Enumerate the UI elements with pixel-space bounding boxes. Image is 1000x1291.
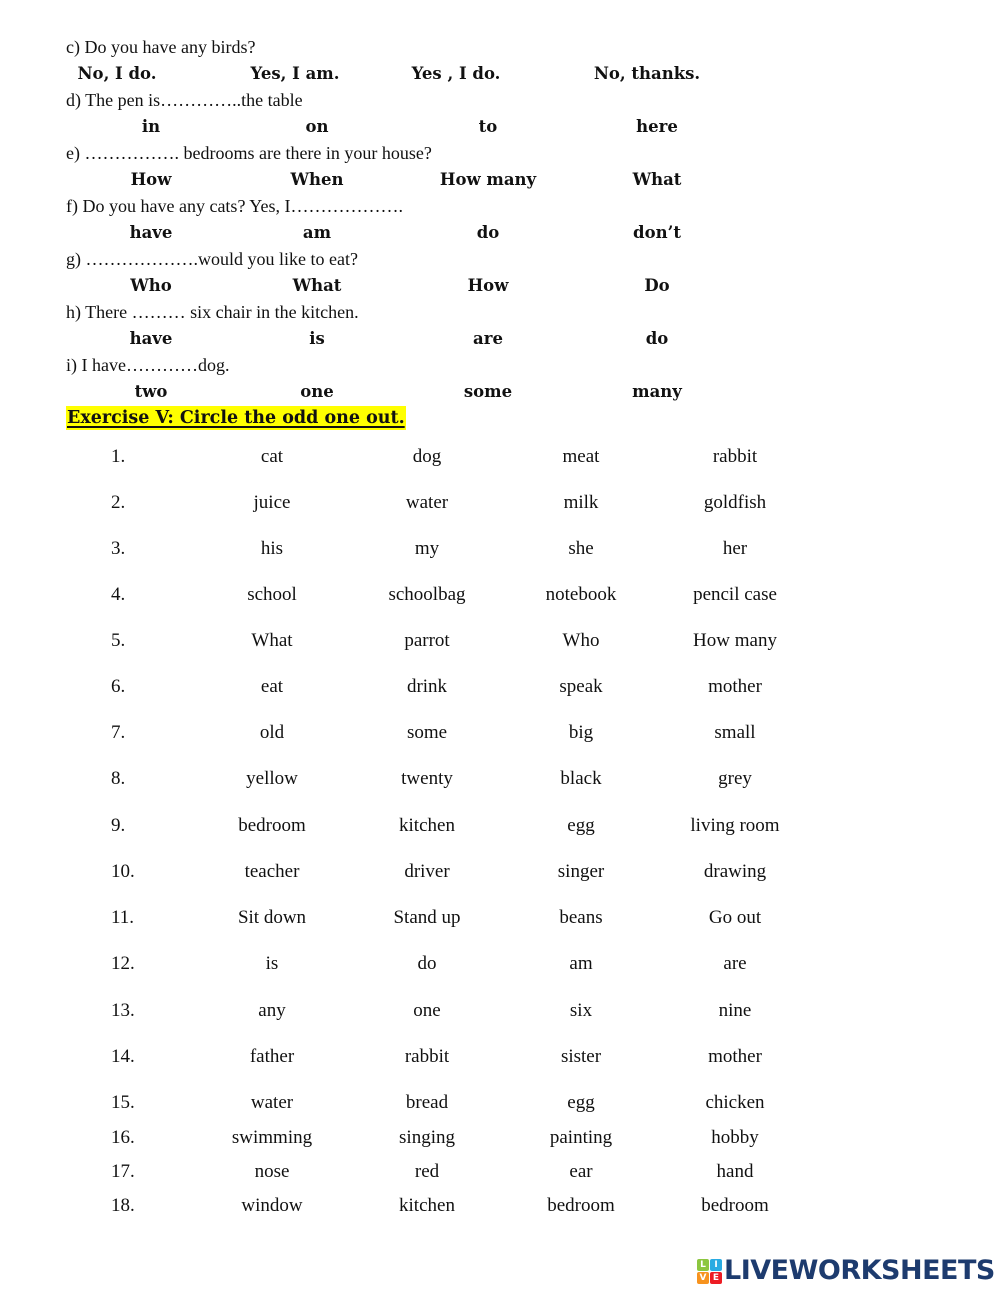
word-choice[interactable]: living room	[690, 815, 780, 836]
word-choice[interactable]: sister	[560, 1046, 602, 1067]
word-choice[interactable]: is	[265, 953, 279, 974]
option[interactable]: How	[467, 276, 509, 295]
word-choice[interactable]: small	[714, 722, 756, 743]
word-choice[interactable]: singer	[557, 861, 605, 882]
row-number: 18.	[111, 1195, 135, 1216]
word-choice[interactable]: do	[417, 953, 437, 974]
option[interactable]: in	[141, 117, 161, 136]
option[interactable]: Yes , I do.	[411, 64, 501, 83]
option[interactable]: No, I do.	[77, 64, 157, 83]
odd-one-out-row	[0, 492, 1000, 516]
row-number: 5.	[111, 630, 126, 651]
question-text: c) Do you have any birds?	[66, 37, 256, 57]
word-choice[interactable]: her	[722, 538, 748, 559]
word-choice[interactable]: driver	[404, 861, 450, 882]
word-choice[interactable]: am	[569, 953, 593, 974]
option-row	[0, 223, 1000, 247]
option[interactable]: What	[632, 170, 682, 189]
option[interactable]: one	[300, 382, 334, 401]
odd-one-out-row	[0, 1000, 1000, 1024]
word-choice[interactable]: she	[568, 538, 594, 559]
word-choice[interactable]: black	[560, 768, 602, 789]
word-choice[interactable]: water	[405, 492, 449, 513]
option[interactable]: How many	[439, 170, 537, 189]
option[interactable]: is	[309, 329, 325, 348]
row-number: 16.	[111, 1127, 135, 1148]
option[interactable]: Yes, I am.	[250, 64, 340, 83]
option[interactable]: some	[463, 382, 513, 401]
option[interactable]: here	[636, 117, 678, 136]
option[interactable]: are	[473, 329, 503, 348]
odd-one-out-row	[0, 861, 1000, 885]
word-choice[interactable]: mother	[708, 1046, 762, 1067]
word-choice[interactable]: speak	[559, 676, 603, 697]
row-number: 10.	[111, 861, 135, 882]
option[interactable]: many	[632, 382, 682, 401]
option[interactable]: am	[302, 223, 332, 242]
word-choice[interactable]: rabbit	[712, 446, 758, 467]
word-choice[interactable]: one	[413, 1000, 441, 1021]
option[interactable]: do	[476, 223, 500, 242]
option[interactable]: two	[134, 382, 168, 401]
word-choice[interactable]: juice	[253, 492, 291, 513]
word-choice[interactable]: six	[569, 1000, 593, 1021]
option[interactable]: do	[645, 329, 669, 348]
word-choice[interactable]: parrot	[404, 630, 450, 651]
word-choice[interactable]: rabbit	[404, 1046, 450, 1067]
option[interactable]: Do	[644, 276, 670, 295]
word-choice[interactable]: painting	[549, 1127, 613, 1148]
option-row	[0, 117, 1000, 141]
option-row	[0, 382, 1000, 406]
odd-one-out-row	[0, 1127, 1000, 1151]
word-choice[interactable]: egg	[567, 1092, 595, 1113]
word-choice[interactable]: nose	[254, 1161, 290, 1182]
option[interactable]: to	[478, 117, 498, 136]
option[interactable]: How	[130, 170, 172, 189]
option[interactable]: have	[129, 329, 173, 348]
word-choice[interactable]: eat	[260, 676, 284, 697]
row-number: 6.	[111, 676, 126, 697]
row-number: 13.	[111, 1000, 135, 1021]
odd-one-out-row	[0, 584, 1000, 608]
odd-one-out-row	[0, 1195, 1000, 1219]
word-choice[interactable]: meat	[562, 446, 600, 467]
word-choice[interactable]: goldfish	[703, 492, 767, 513]
row-number: 7.	[111, 722, 126, 743]
odd-one-out-row	[0, 722, 1000, 746]
odd-one-out-row	[0, 1046, 1000, 1070]
logo-tile: V	[697, 1272, 709, 1284]
option[interactable]: Who	[130, 276, 172, 295]
option[interactable]: have	[129, 223, 173, 242]
word-choice[interactable]: swimming	[231, 1127, 313, 1148]
option[interactable]: No, thanks.	[593, 64, 701, 83]
option[interactable]: don’t	[633, 223, 681, 242]
word-choice[interactable]: milk	[563, 492, 599, 513]
word-choice[interactable]: window	[241, 1195, 303, 1216]
option[interactable]: What	[292, 276, 342, 295]
odd-one-out-row	[0, 815, 1000, 839]
word-choice[interactable]: Go out	[708, 907, 762, 928]
word-choice[interactable]: bedroom	[547, 1195, 615, 1216]
word-choice[interactable]: bread	[405, 1092, 449, 1113]
question-text: d) The pen is…………..the table	[66, 90, 303, 110]
logo-text: LIVEWORKSHEETS	[724, 1255, 995, 1286]
word-choice[interactable]: bedroom	[701, 1195, 769, 1216]
word-choice[interactable]: any	[258, 1000, 286, 1021]
odd-one-out-row	[0, 768, 1000, 792]
row-number: 11.	[111, 907, 135, 928]
row-number: 1.	[111, 446, 126, 467]
word-choice[interactable]: beans	[559, 907, 603, 928]
liveworksheets-logo	[697, 1256, 995, 1286]
logo-tile: L	[697, 1259, 709, 1271]
option[interactable]: When	[290, 170, 344, 189]
odd-one-out-row	[0, 1161, 1000, 1185]
word-choice[interactable]: pencil case	[693, 584, 777, 605]
question-text: g) ……………….would you like to eat?	[66, 249, 358, 269]
word-choice[interactable]: hand	[716, 1161, 754, 1182]
word-choice[interactable]: Sit down	[237, 907, 307, 928]
word-choice[interactable]: big	[568, 722, 594, 743]
odd-one-out-row	[0, 538, 1000, 562]
word-choice[interactable]: grey	[718, 768, 752, 789]
word-choice[interactable]: teacher	[244, 861, 300, 882]
odd-one-out-row	[0, 953, 1000, 977]
word-choice[interactable]: Stand up	[393, 907, 461, 928]
word-choice[interactable]: mother	[708, 676, 762, 697]
option-row	[0, 276, 1000, 300]
word-choice[interactable]: dog	[412, 446, 442, 467]
word-choice[interactable]: water	[250, 1092, 294, 1113]
word-choice[interactable]: old	[259, 722, 285, 743]
word-choice[interactable]: ear	[569, 1161, 593, 1182]
word-choice[interactable]: Who	[562, 630, 600, 651]
question-text: h) There ……… six chair in the kitchen.	[66, 302, 359, 322]
row-number: 2.	[111, 492, 126, 513]
word-choice[interactable]: father	[249, 1046, 295, 1067]
exercise-heading: Exercise V: Circle the odd one out.	[67, 408, 405, 428]
word-choice[interactable]: singing	[399, 1127, 455, 1148]
word-choice[interactable]: cat	[260, 446, 284, 467]
word-choice[interactable]: are	[723, 953, 747, 974]
row-number: 9.	[111, 815, 126, 836]
odd-one-out-row	[0, 446, 1000, 470]
question-text: i) I have…………dog.	[66, 355, 230, 375]
question-text: e) ……………. bedrooms are there in your house?	[66, 143, 432, 163]
row-number: 3.	[111, 538, 126, 559]
word-choice[interactable]: twenty	[401, 768, 453, 789]
word-choice[interactable]: kitchen	[399, 815, 455, 836]
word-choice[interactable]: How many	[693, 630, 777, 651]
row-number: 14.	[111, 1046, 135, 1067]
word-choice[interactable]: my	[414, 538, 440, 559]
word-choice[interactable]: drink	[406, 676, 448, 697]
row-number: 15.	[111, 1092, 135, 1113]
row-number: 12.	[111, 953, 135, 974]
row-number: 17.	[111, 1161, 135, 1182]
word-choice[interactable]: bedroom	[238, 815, 306, 836]
word-choice[interactable]: kitchen	[399, 1195, 455, 1216]
word-choice[interactable]: yellow	[246, 768, 298, 789]
word-choice[interactable]: egg	[567, 815, 595, 836]
odd-one-out-row	[0, 630, 1000, 654]
word-choice[interactable]: nine	[718, 1000, 752, 1021]
word-choice[interactable]: his	[260, 538, 284, 559]
odd-one-out-row	[0, 907, 1000, 931]
option-row	[0, 170, 1000, 194]
word-choice[interactable]: hobby	[711, 1127, 759, 1148]
logo-tiles-icon	[697, 1259, 722, 1284]
word-choice[interactable]: drawing	[703, 861, 767, 882]
word-choice[interactable]: schoolbag	[388, 584, 466, 605]
word-choice[interactable]: What	[251, 630, 293, 651]
row-number: 4.	[111, 584, 126, 605]
option[interactable]: on	[305, 117, 329, 136]
word-choice[interactable]: school	[247, 584, 297, 605]
word-choice[interactable]: chicken	[705, 1092, 765, 1113]
word-choice[interactable]: red	[414, 1161, 440, 1182]
question-text: f) Do you have any cats? Yes, I……………….	[66, 196, 403, 216]
logo-tile: I	[710, 1259, 722, 1271]
word-choice[interactable]: notebook	[545, 584, 617, 605]
row-number: 8.	[111, 768, 126, 789]
odd-one-out-row	[0, 676, 1000, 700]
option-row	[0, 329, 1000, 353]
option-row	[0, 64, 1000, 88]
word-choice[interactable]: some	[406, 722, 448, 743]
odd-one-out-row	[0, 1092, 1000, 1116]
logo-tile: E	[710, 1272, 722, 1284]
